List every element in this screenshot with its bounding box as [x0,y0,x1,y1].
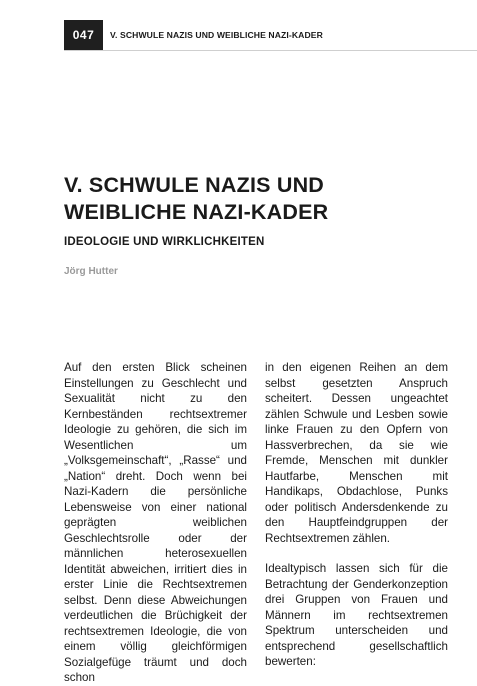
paragraph: Idealtypisch lassen sich für die Betrachtung der Genderkonzeption drei Gruppen von Frauen und Männern im rechtsextremen Spektrum unterscheiden und entsprechend gesellschaftlich bewerten: [265,562,448,668]
article-title [64,172,394,226]
header-divider [64,50,477,51]
page-number: 047 [64,20,103,50]
author-name: Jörg Hutter [64,266,118,277]
paragraph: Auf den ersten Blick scheinen Einstellungen zu Geschlecht und Sexualität nicht zu den Kernbeständen rechtsextremer Ideologie zu gehören, die sich im Wesentlichen um „Volksgemeinschaft“, „Rasse“ und „Nation“ dreht. Doch wenn bei Nazi-Kadern die persönliche Lebensweise von einer national geprägten weiblichen Geschlechtsrolle oder der männlichen heterosexuellen Identität abweichen, irritiert dies in erster Linie die Rechtsextremen selbst. Denn diese Abweichungen verdeutlichen die Brüchigkeit der rechtsextremen Ideologie, die von einem völlig gleichförmigen Sozialgefüge träumt und doch schon [64,361,247,684]
article-title-line-2: WEIBLICHE NAZI-KADER [64,200,329,224]
text-column-right [265,360,448,670]
paragraph: in den eigenen Reihen an dem selbst gesetzten Anspruch scheitert. Dessen ungeachtet zählen Schwule und Lesben sowie linke Frauen zu den Opfern von Hassverbrechen, da sie wie Fremde, Menschen mit dunkler Hautfarbe, Menschen mit Handikaps, Obdachlose, Punks oder politisch Andersdenkende zu den Hauptfeindgruppen der Rechtsextremen zählen. [265,361,448,545]
article-subtitle: IDEOLOGIE UND WIRKLICHKEITEN [64,236,265,248]
running-title: V. SCHWULE NAZIS UND WEIBLICHE NAZI-KADER [110,30,323,40]
article-title-line-1: V. SCHWULE NAZIS UND [64,173,325,197]
text-column-left [64,360,247,686]
